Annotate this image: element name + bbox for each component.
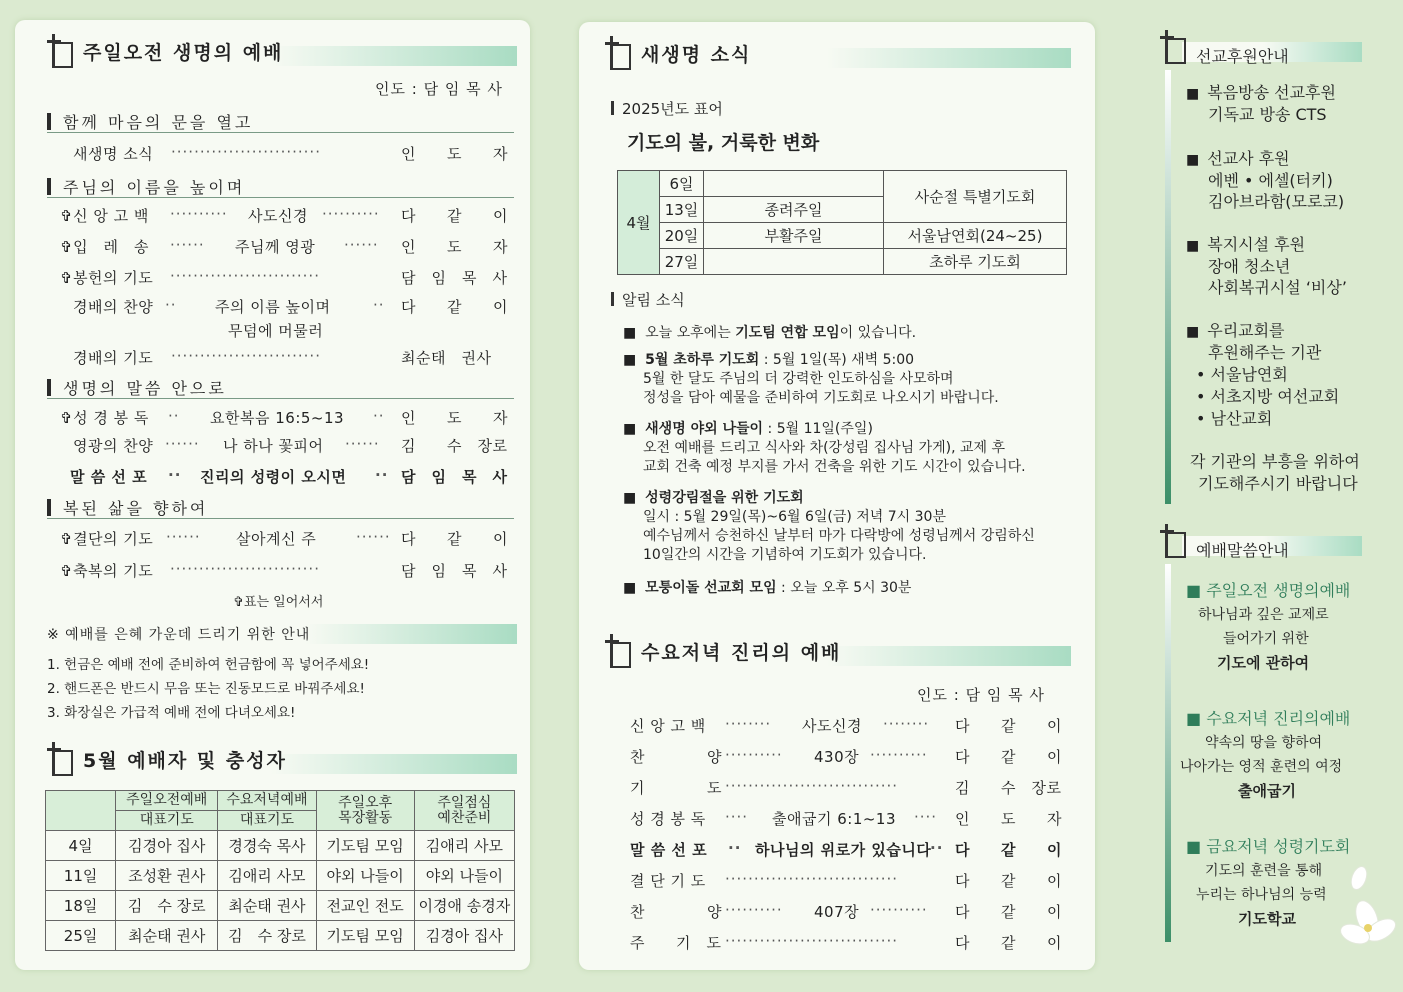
order-row-9: 말 씀 선 포 ·· 진리의 성령이 오시면 ·· 담 임 목 사 xyxy=(70,466,508,486)
guide-1: 1. 헌금은 예배 전에 준비하여 헌금함에 꼭 넣어주세요! xyxy=(47,657,370,673)
section-header-wednesday xyxy=(605,634,1071,670)
wed-row-6: 결 단 기 도 ······························ 다 같 이 xyxy=(630,870,1062,890)
table-row: 18일 김 수 장로 최순태 권사 전교인 전도 이경애 송경자 xyxy=(46,891,515,921)
mission-4-text-a: 후원해주는 기관 xyxy=(1208,343,1322,362)
section-header-mission xyxy=(1160,30,1362,66)
wed-row-3: 기 도 ······························ 김 수 장로 xyxy=(630,777,1062,797)
duty-title: 5월 예배자 및 충성자 xyxy=(83,750,287,772)
sermon-1-b: 들어가기 위한 xyxy=(1223,631,1309,647)
notice-1: ■ 오늘 오후에는 기도팀 연합 모임이 있습니다. xyxy=(623,325,917,341)
guide-title: ※ 예배를 은혜 가운데 드리기 위한 안내 xyxy=(47,624,517,644)
wed-row-5: 말 씀 선 포 ·· 하나님의 위로가 있습니다 ·· 다 같 이 xyxy=(630,839,1062,859)
wednesday-title: 수요저녁 진리의 예배 xyxy=(641,642,842,664)
mission-4-head: ■ 우리교회를 xyxy=(1186,318,1285,341)
guide-2: 2. 핸드폰은 반드시 무음 또는 진동모드로 바꿔주세요! xyxy=(47,681,365,697)
order-sub-3: 생명의 말씀 안으로 xyxy=(47,376,227,399)
order-sub-4: 복된 삶을 향하여 xyxy=(47,496,208,519)
schedule-month: 4월 xyxy=(618,171,660,275)
order-row-6: 경배의 기도 ·························· 최순태 권사 xyxy=(73,347,492,367)
sermon-1-c: 기도에 관하여 xyxy=(1217,654,1310,672)
sermon-1-head: ■ 주일오전 생명의예배 xyxy=(1186,581,1351,600)
section-header-sermon xyxy=(1160,524,1362,560)
wed-row-4: 성 경 봉 독 ···· 출애굽기 6:1~13 ···· 인 도 자 xyxy=(630,808,1062,828)
mission-prayer-a: 각 기관의 부흥을 위하여 xyxy=(1190,452,1360,471)
mission-4-text-b: • 서울남연회 xyxy=(1196,365,1288,384)
left-panel xyxy=(15,20,530,970)
table-row: 11일 조성환 권사 김애리 사모 야외 나들이 야외 나들이 xyxy=(46,861,515,891)
mission-1-text: 기독교 방송 CTS xyxy=(1208,105,1327,124)
middle-panel xyxy=(579,22,1095,970)
mission-4-text-d: • 남산교회 xyxy=(1196,409,1273,428)
mission-3-text-a: 장애 청소년 xyxy=(1208,257,1291,276)
schedule-table xyxy=(617,170,1067,275)
guide-3: 3. 화장실은 가급적 예배 전에 다녀오세요! xyxy=(47,705,296,721)
notice-label: 알림 소식 xyxy=(611,289,685,310)
order-row-3: ✞입 레 송 ······ 주님께 영광 ······ 인 도 자 xyxy=(60,236,508,256)
duty-head-4: 주일점심 예찬준비 xyxy=(414,791,514,831)
section-header-sunday xyxy=(47,34,517,70)
section-header-duty xyxy=(47,742,517,778)
notice-5: ■ 모퉁이돌 선교회 모임 : 오늘 오후 5시 30분 xyxy=(623,580,912,596)
wednesday-leader: 인도 : 담 임 목 사 xyxy=(917,686,1045,704)
flower-icon xyxy=(1335,858,1399,954)
motto: 기도의 불, 거룩한 변화 xyxy=(627,132,820,154)
wed-row-7: 찬 양 ·········· 407장 ·········· 다 같 이 xyxy=(630,901,1062,921)
sermon-2-a: 약속의 땅을 향하여 xyxy=(1205,735,1323,751)
stand-note: ✞표는 일어서서 xyxy=(233,595,324,610)
sermon-2-b: 나아가는 영적 훈련의 여정 xyxy=(1180,759,1343,775)
sermon-3-head: ■ 금요저녁 성령기도회 xyxy=(1186,837,1351,856)
sunday-title: 주일오전 생명의 예배 xyxy=(83,42,284,64)
sermon-3-c: 기도학교 xyxy=(1238,910,1296,928)
order-row-2: ✞신 앙 고 백 ·········· 사도신경 ·········· 다 같 이 xyxy=(60,205,508,225)
order-sub-1: 함께 마음의 문을 열고 xyxy=(47,110,253,133)
order-row-11: ✞축복의 기도 ·························· 담 임 목 사 xyxy=(60,560,508,580)
duty-head-3: 주일오후 목장활동 xyxy=(316,791,414,831)
mission-2-text-b: 김아브라함(모로코) xyxy=(1208,192,1345,211)
table-row: 25일 최순태 권사 김 수 장로 기도팀 모임 김경아 집사 xyxy=(46,921,515,951)
news-title: 새생명 소식 xyxy=(641,44,752,66)
table-row: 13일 종려주일 xyxy=(618,197,1067,223)
mission-1-head: ■ 복음방송 선교후원 xyxy=(1186,80,1336,103)
mission-title: 선교후원안내 xyxy=(1196,47,1289,66)
order-sub-2: 주님의 이름을 높이며 xyxy=(47,175,245,198)
notice-2: ■ 5월 초하루 기도회 : 5월 1일(목) 새벽 5:00 5월 한 달도 주님의 더 강력한 인도하심을 사모하며 정성을 담아 예물을 준비하여 기도회로 나오시기 바랍니다. xyxy=(623,352,999,406)
table-row: 27일 초하루 기도회 xyxy=(618,249,1067,275)
right-panel xyxy=(1150,0,1403,992)
sunday-leader: 인도 : 담 임 목 사 xyxy=(375,80,503,98)
order-row-7: ✞성 경 봉 독 ·· 요한복음 16:5~13 ·· 인 도 자 xyxy=(60,407,508,427)
mission-3-text-b: 사회복귀시설 ‘비상’ xyxy=(1208,278,1347,297)
wed-row-2: 찬 양 ·········· 430장 ·········· 다 같 이 xyxy=(630,746,1062,766)
mission-4-text-c: • 서초지방 여선교회 xyxy=(1196,387,1340,406)
duty-sub-1: 대표기도 xyxy=(116,811,218,831)
motto-label: 2025년도 표어 xyxy=(611,98,723,119)
sermon-3-b: 누리는 하나님의 능력 xyxy=(1196,887,1327,903)
mission-2-text-a: 에벤 • 에셀(터키) xyxy=(1208,171,1333,190)
sermon-title: 예배말씀안내 xyxy=(1196,541,1289,560)
table-row: 4월 6일 사순절 특별기도회 xyxy=(618,171,1067,197)
wed-row-8: 주 기 도 ······························ 다 같 이 xyxy=(630,932,1062,952)
duty-head-1: 주일오전예배 xyxy=(116,791,218,811)
order-row-4: ✞봉헌의 기도 ·························· 담 임 목 사 xyxy=(60,267,508,287)
table-row: 4일 김경아 집사 경경숙 목사 기도팀 모임 김애리 사모 xyxy=(46,831,515,861)
order-row-8: 영광의 찬양 ······ 나 하나 꽃피어 ······ 김 수 장로 xyxy=(73,435,508,455)
order-row-10: ✞결단의 기도 ······ 살아계신 주 ······ 다 같 이 xyxy=(60,528,508,548)
duty-head-2: 수요저녁예배 xyxy=(218,791,316,811)
sermon-1-a: 하나님과 깊은 교제로 xyxy=(1198,607,1329,623)
notice-4: ■ 성령강림절을 위한 기도회 일시 : 5월 29일(목)~6월 6일(금) 저녁 7시 30분 예수님께서 승천하신 날부터 마가 다락방에 성령님께서 강림하신 10일간의 시간을 기념하여 기도회가 있습니다. xyxy=(623,490,1035,563)
table-row: 20일 부활주일 서울남연회(24~25) xyxy=(618,223,1067,249)
mission-3-head: ■ 복지시설 후원 xyxy=(1186,232,1305,255)
duty-table xyxy=(45,790,515,951)
sermon-3-a: 기도의 훈련을 통해 xyxy=(1205,863,1323,879)
sermon-2-c: 출애굽기 xyxy=(1238,782,1296,800)
order-row-1: 새생명 소식 ·························· 인 도 자 xyxy=(73,143,508,163)
mission-prayer-b: 기도해주시기 바랍니다 xyxy=(1198,474,1358,493)
mission-2-head: ■ 선교사 후원 xyxy=(1186,146,1290,169)
section-header-news xyxy=(605,36,1071,72)
duty-sub-2: 대표기도 xyxy=(218,811,316,831)
wed-row-1: 신 앙 고 백 ········ 사도신경 ········ 다 같 이 xyxy=(630,715,1062,735)
sermon-2-head: ■ 수요저녁 진리의예배 xyxy=(1186,709,1351,728)
order-row-5: 경배의 찬양 ·· 주의 이름 높이며 무덤에 머물러 ·· 다 같 이 xyxy=(73,296,508,340)
notice-3: ■ 새생명 야외 나들이 : 5월 11일(주일) 오전 예배를 드리고 식사와 차(강성림 집사님 가게), 교제 후 교회 건축 예정 부지를 가서 건축을 위한 기도 시간이 있습니다. xyxy=(623,421,1026,475)
